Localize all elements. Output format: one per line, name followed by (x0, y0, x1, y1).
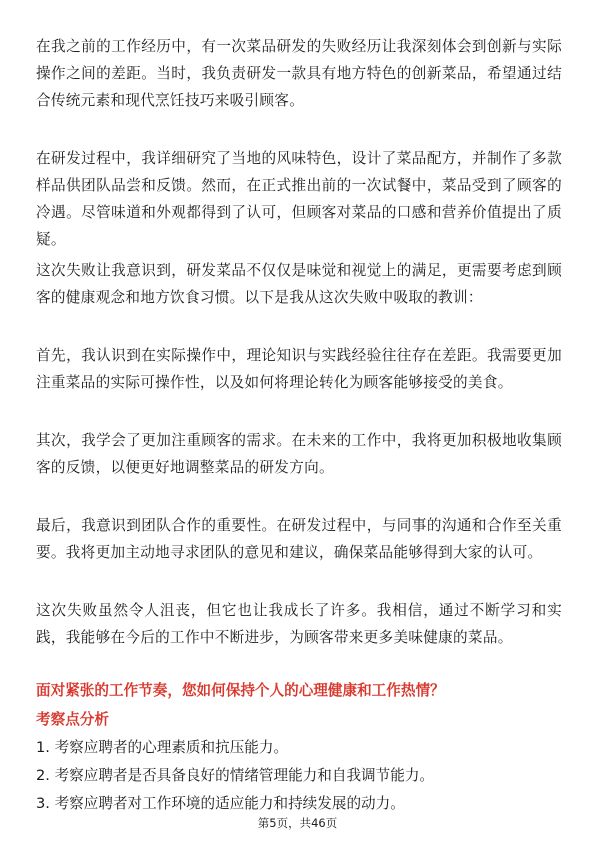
paragraph-process: 在研发过程中，我详细研究了当地的风味特色，设计了菜品配方，并制作了多款样品供团队品尝和反馈。然而，在正式推出前的一次试餐中，菜品受到了顾客的冷遇。尽管味道和外观都得到了认可，但顾客对菜品的口感和营养价值提出了质疑。 (36, 150, 562, 248)
page-number: 第5页，共46页 (257, 816, 338, 830)
paragraph-conclusion: 这次失败虽然令人沮丧，但它也让我成长了许多。我相信，通过不断学习和实践，我能够在今后的工作中不断进步，为顾客带来更多美味健康的菜品。 (36, 602, 562, 646)
analysis-point: 2. 考察应聘者是否具备良好的情绪管理能力和自我调节能力。 (36, 767, 435, 784)
paragraph-lesson-first: 首先，我认识到在实际操作中，理论知识与实践经验往往存在差距。我需要更加注重菜品的实际可操作性，以及如何将理论转化为顾客能够接受的美食。 (36, 347, 562, 391)
analysis-point: 1. 考察应聘者的心理素质和抗压能力。 (36, 739, 289, 756)
paragraph-realization: 这次失败让我意识到，研发菜品不仅仅是味觉和视觉上的满足，更需要考虑到顾客的健康观念和地方饮食习惯。以下是我从这次失败中吸取的教训： (36, 262, 562, 306)
paragraph-intro: 在我之前的工作经历中，有一次菜品研发的失败经历让我深刻体会到创新与实际操作之间的差距。当时，我负责研发一款具有地方特色的创新菜品，希望通过结合传统元素和现代烹饪技巧来吸引顾客。 (36, 38, 562, 109)
analysis-heading: 考察点分析 (36, 711, 109, 728)
interview-question: 面对紧张的工作节奏，您如何保持个人的心理健康和工作热情？ (36, 682, 445, 699)
analysis-point: 3. 考察应聘者对工作环境的适应能力和持续发展的动力。 (36, 795, 405, 812)
paragraph-lesson-second: 其次，我学会了更加注重顾客的需求。在未来的工作中，我将更加积极地收集顾客的反馈，以便更好地调整菜品的研发方向。 (36, 432, 562, 476)
paragraph-lesson-last: 最后，我意识到团队合作的重要性。在研发过程中，与同事的沟通和合作至关重要。我将更加主动地寻求团队的意见和建议，确保菜品能够得到大家的认可。 (36, 517, 562, 561)
